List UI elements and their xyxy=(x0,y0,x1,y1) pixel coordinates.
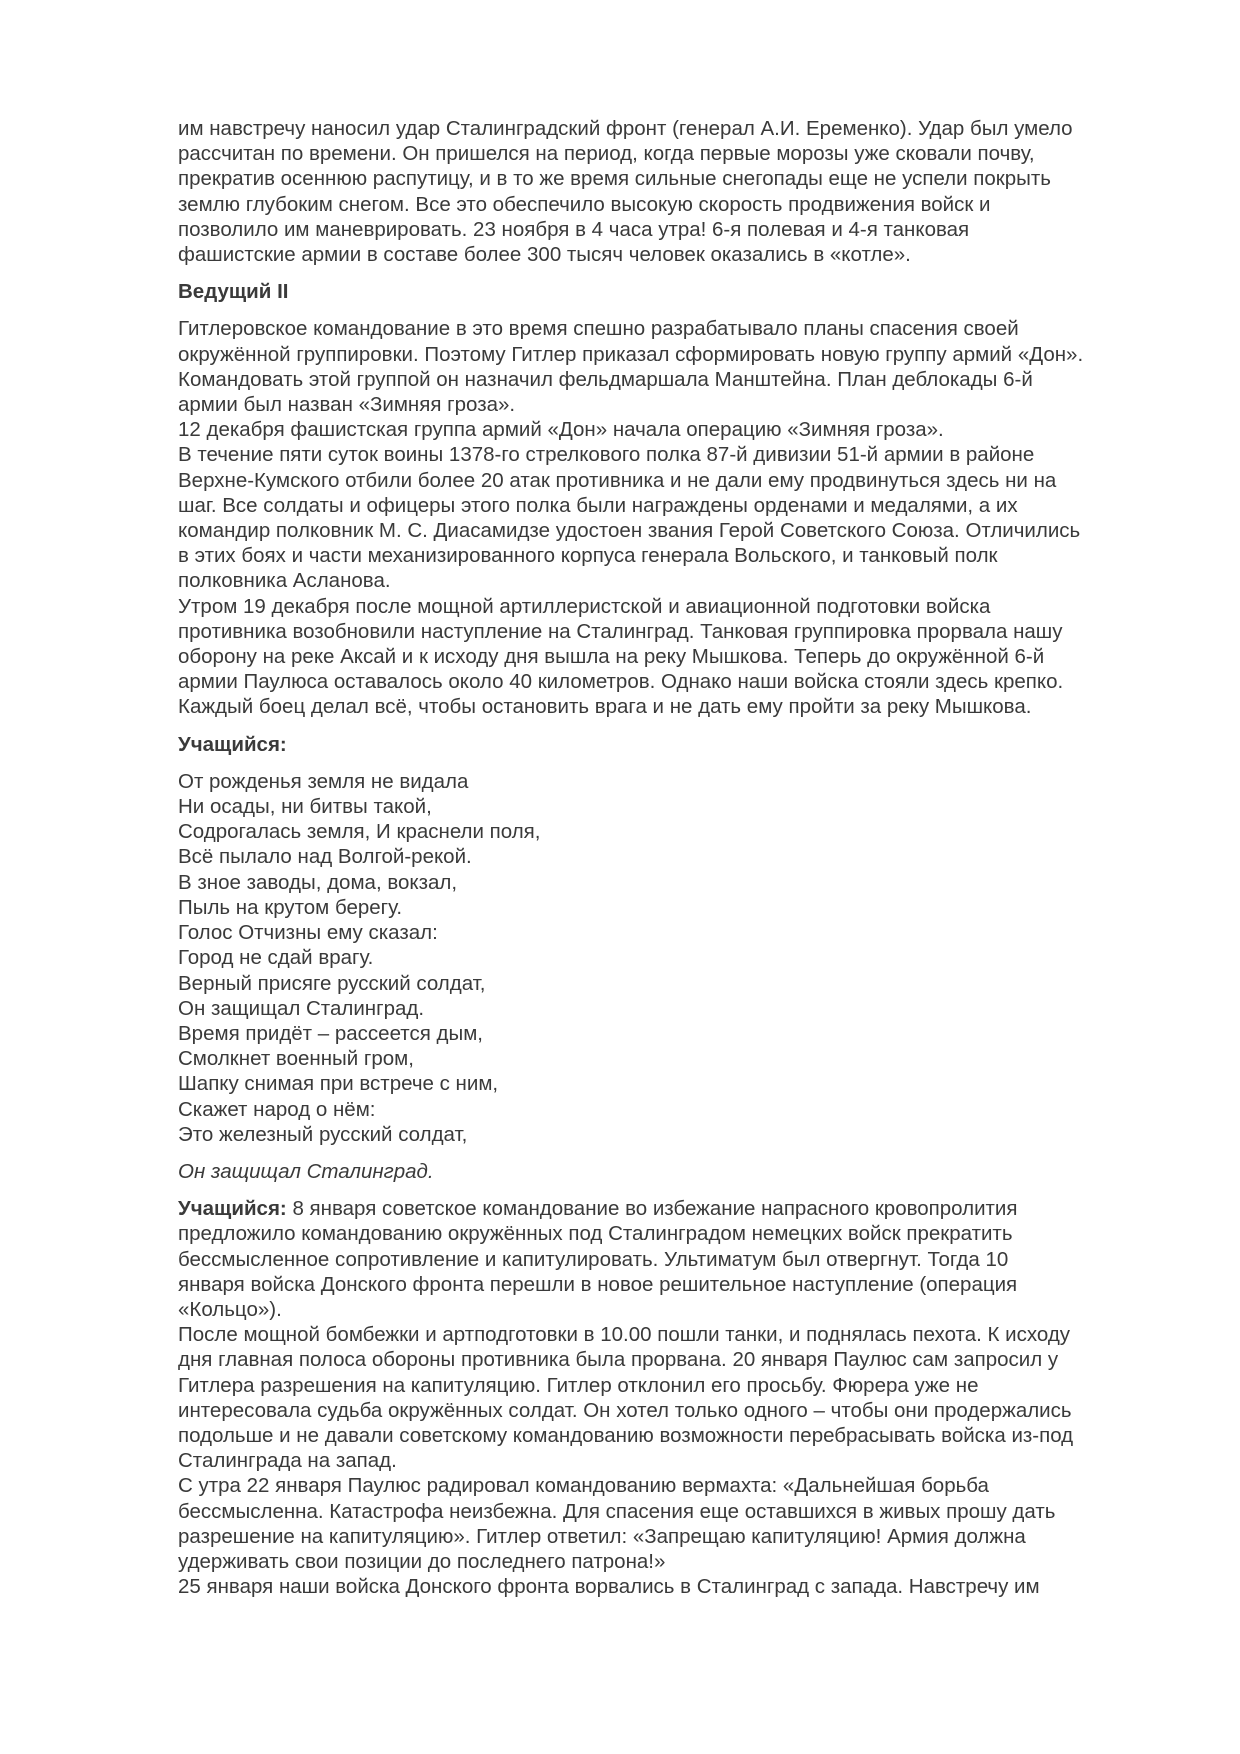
poem-line: Всё пылало над Волгой-рекой. xyxy=(178,845,472,869)
text-line: Верхне-Кумского отбили более 20 атак противника и не дали ему продвинуться здесь ни на xyxy=(178,468,1057,492)
poem-line: Ни осады, ни битвы такой, xyxy=(178,795,432,819)
student-2-first-line-text: 8 января советское командование во избежание напрасного кровопролития xyxy=(286,1197,1018,1221)
poem-line: В зное заводы, дома, вокзал, xyxy=(178,870,458,894)
opening-paragraph xyxy=(178,116,1158,267)
poem-line: Он защищал Сталинград. xyxy=(178,996,425,1020)
text-line: интересовала судьба окружённых солдат. Он хотел только одного – чтобы они продержались xyxy=(178,1398,1072,1422)
text-line: подольше и не давали советскому командованию возможности перебрасывать войска из-под xyxy=(178,1423,1074,1447)
text-line: противника возобновили наступление на Сталинград. Танковая группировка прорвала нашу xyxy=(178,619,1063,643)
text-line: В течение пяти суток воины 1378-го стрелкового полка 87-й дивизии 51-й армии в районе xyxy=(178,443,1035,467)
text-line: Командовать этой группой он назначил фельдмаршала Манштейна. План деблокады 6-й xyxy=(178,367,1033,391)
text-line: Гитлера разрешения на капитуляцию. Гитлер отклонил его просьбу. Фюрера уже не xyxy=(178,1373,979,1397)
text-line: землю глубоким снегом. Все это обеспечило высокую скорость продвижения войск и xyxy=(178,192,991,216)
text-line: Каждый боец делал всё, чтобы остановить врага и не дать ему пройти за реку Мышкова. xyxy=(178,695,1032,719)
text-line: дня главная полоса обороны противника была прорвана. 20 января Паулюс сам запросил у xyxy=(178,1348,1059,1372)
poem-line: Это железный русский солдат, xyxy=(178,1122,468,1146)
text-line: позволило им маневрировать. 23 ноября в 4 часа утра! 6-я полевая и 4-я танковая xyxy=(178,217,970,241)
text-line: После мощной бомбежки и артподготовки в 10.00 пошли танки, и поднялась пехота. К исходу xyxy=(178,1323,1071,1347)
text-line: им навстречу наносил удар Сталинградский фронт (генерал А.И. Еременко). Удар был умело xyxy=(178,117,1073,140)
poem-final-line: Он защищал Сталинград. xyxy=(178,1159,434,1183)
text-line: рассчитан по времени. Он пришелся на период, когда первые морозы уже сковали почву, xyxy=(178,142,1035,166)
text-line: С утра 22 января Паулюс радировал командованию вермахта: «Дальнейшая борьба xyxy=(178,1474,989,1498)
poem xyxy=(178,769,1158,1147)
poem-line: Содрогалась земля, И краснели поля, xyxy=(178,820,541,844)
text-line: в этих боях и части механизированного корпуса генерала Вольского, и танковый полк xyxy=(178,544,998,568)
heading-student: Учащийся: xyxy=(178,732,287,756)
poem-line: Город не сдай врагу. xyxy=(178,946,374,970)
text-line: армии Паулюса оставалось около 40 километров. Однако наши войска стояли здесь крепко. xyxy=(178,670,1064,694)
text-line: прекратив осеннюю распутицу, и в то же время сильные снегопады еще не успели покрыть xyxy=(178,167,1051,191)
text-line: фашистские армии в составе более 300 тысяч человек оказались в «котле». xyxy=(178,243,911,267)
poem-line: Шапку снимая при встрече с ним, xyxy=(178,1072,499,1096)
text-line: шаг. Все солдаты и офицеры этого полка были награждены орденами и медалями, а их xyxy=(178,493,1018,517)
text-line: предложило командованию окружённых под Сталинградом немецких войск прекратить xyxy=(178,1222,1013,1246)
presenter-2-paragraph xyxy=(178,316,1158,719)
text-line: Утром 19 декабря после мощной артиллеристской и авиационной подготовки войска xyxy=(178,594,991,618)
text-line: бессмысленное сопротивление и капитулировать. Ультиматум был отвергнут. Тогда 10 xyxy=(178,1247,1009,1271)
text-line: армии был назван «Зимняя гроза». xyxy=(178,393,516,417)
poem-line: Верный присяге русский солдат, xyxy=(178,971,486,995)
text-line: Гитлеровское командование в это время спешно разрабатывало планы спасения своей xyxy=(178,317,1019,341)
text-line: командир полковник М. С. Диасамидзе удостоен звания Герой Советского Союза. Отличились xyxy=(178,519,1081,543)
poem-line: Время придёт – рассеется дым, xyxy=(178,1021,483,1045)
text-line: удерживать свои позиции до последнего патрона!» xyxy=(178,1549,666,1573)
spacer xyxy=(178,1184,1158,1196)
poem-line: Скажет народ о нём: xyxy=(178,1097,376,1121)
text-line: разрешение на капитуляцию». Гитлер ответил: «Запрещаю капитуляцию! Армия должна xyxy=(178,1524,1026,1548)
student-2-label: Учащийся: xyxy=(178,1197,287,1221)
poem-line: Пыль на крутом берегу. xyxy=(178,895,403,919)
spacer xyxy=(178,757,1158,769)
text-line xyxy=(178,1196,1158,1221)
spacer xyxy=(178,1147,1158,1159)
text-line: января войска Донского фронта перешли в новое решительное наступление (операция xyxy=(178,1272,1018,1296)
text-line: 25 января наши войска Донского фронта ворвались в Сталинград с запада. Навстречу им xyxy=(178,1575,1040,1599)
text-line: 12 декабря фашистская группа армий «Дон» начала операцию «Зимняя гроза». xyxy=(178,418,944,442)
text-line: бессмысленна. Катастрофа неизбежна. Для спасения еще оставшихся в живых прошу дать xyxy=(178,1499,1056,1523)
poem-line: Голос Отчизны ему сказал: xyxy=(178,921,438,945)
text-line: Сталинграда на запад. xyxy=(178,1449,397,1473)
text-line: полковника Асланова. xyxy=(178,569,391,593)
student-2-paragraph xyxy=(178,1196,1158,1599)
poem-line: От рожденья земля не видала xyxy=(178,769,469,793)
spacer xyxy=(178,720,1158,732)
poem-line: Смолкнет военный гром, xyxy=(178,1047,414,1071)
document-page xyxy=(178,116,1158,1599)
text-line: оборону на реке Аксай и к исходу дня вышла на реку Мышкова. Теперь до окружённой 6-й xyxy=(178,645,1045,669)
spacer xyxy=(178,304,1158,316)
heading-presenter-2: Ведущий II xyxy=(178,280,289,304)
spacer xyxy=(178,267,1158,279)
text-line: окружённой группировки. Поэтому Гитлер приказал сформировать новую группу армий «Дон». xyxy=(178,342,1084,366)
text-line: «Кольцо»). xyxy=(178,1297,282,1321)
